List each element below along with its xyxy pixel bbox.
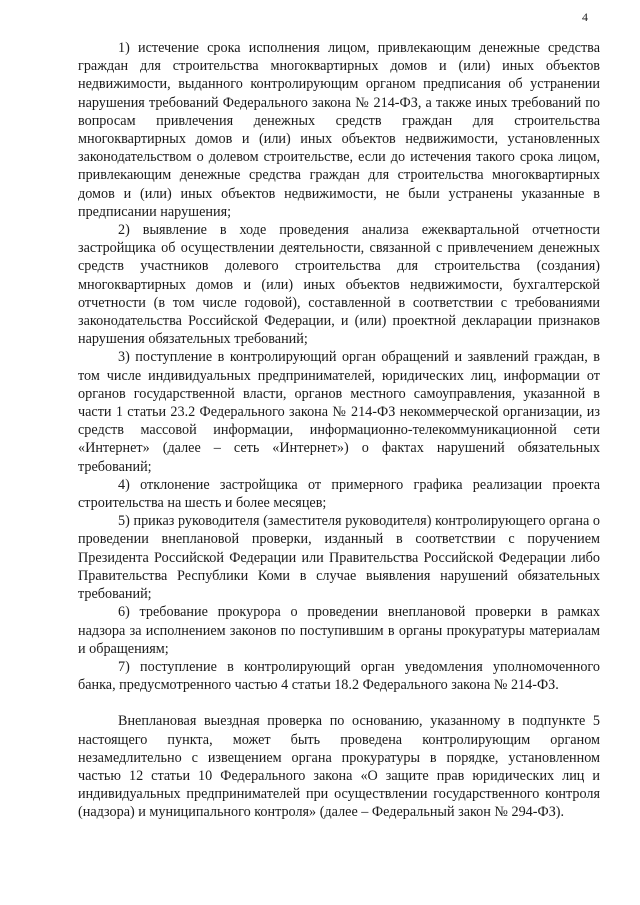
paragraph-item-2: 2) выявление в ходе проведения анализа ежеквартальной отчетности застройщика об осуществлении деятельности, связанной с привлечением денежных средств участников долевого строительства для строительства (создания) многоквартирных домов и (или) иных объектов недвижимости, бухгалтерской отчетности (в том числе годовой), составленной в соответствии с требованиями законодательства Российской Федерации, и (или) проектной декларации признаков нарушения обязательных требований; <box>78 222 600 348</box>
paragraph-item-7: 7) поступление в контролирующий орган уведомления уполномоченного банка, предусмотренного частью 4 статьи 18.2 Федерального закона № 214-ФЗ. <box>78 658 600 694</box>
document-body <box>78 39 600 822</box>
paragraph-item-3: 3) поступление в контролирующий орган обращений и заявлений граждан, в том числе индивидуальных предпринимателей, юридических лиц, информации от органов государственной власти, органов местного самоуправления, указанной в части 1 статьи 23.2 Федерального закона № 214-ФЗ некоммерческой организации, из средств массовой информации, информационно-телекоммуникационной сети «Интернет» (далее – сеть «Интернет») о фактах нарушений обязательных требований; <box>78 349 600 475</box>
paragraph-unscheduled-inspection: Внеплановая выездная проверка по основанию, указанному в подпункте 5 настоящего пункта, может быть проведена контролирующим органом незамедлительно с извещением органа прокуратуры в порядке, установленном частью 12 статьи 10 Федерального закона «О защите прав юридических лиц и индивидуальных предпринимателей при осуществлении государственного контроля (надзора) и муниципального контроля» (далее – Федеральный закон № 294-ФЗ). <box>78 713 600 821</box>
paragraph-item-1: 1) истечение срока исполнения лицом, привлекающим денежные средства граждан для строительства многоквартирных домов и (или) иных объектов недвижимости, выданного контролирующим органом предписания об устранении нарушения требований Федерального закона № 214-ФЗ, а также иных требований по вопросам привлечения денежных средств граждан для строительства многоквартирных домов и (или) иных объектов недвижимости, установленных законодательством о долевом строительстве, если до истечения такого срока лицом, привлекающим денежные средства граждан для строительства многоквартирных домов и (или) иных объектов недвижимости, не были устранены указанные в предписании нарушения; <box>78 40 600 220</box>
paragraph-item-5: 5) приказ руководителя (заместителя руководителя) контролирующего органа о проведении внеплановой проверки, изданный в соответствии с поручением Президента Российской Федерации или Правительства Российской Федерации либо Правительства Республики Коми в случае выявления нарушений обязательных требований; <box>78 513 600 603</box>
paragraph-item-6: 6) требование прокурора о проведении внеплановой проверки в рамках надзора за исполнением законов по поступившим в органы прокуратуры материалам и обращениям; <box>78 604 600 657</box>
paragraph-item-4: 4) отклонение застройщика от примерного графика реализации проекта строительства на шесть и более месяцев; <box>78 476 600 512</box>
page-number: 4 <box>582 10 588 24</box>
